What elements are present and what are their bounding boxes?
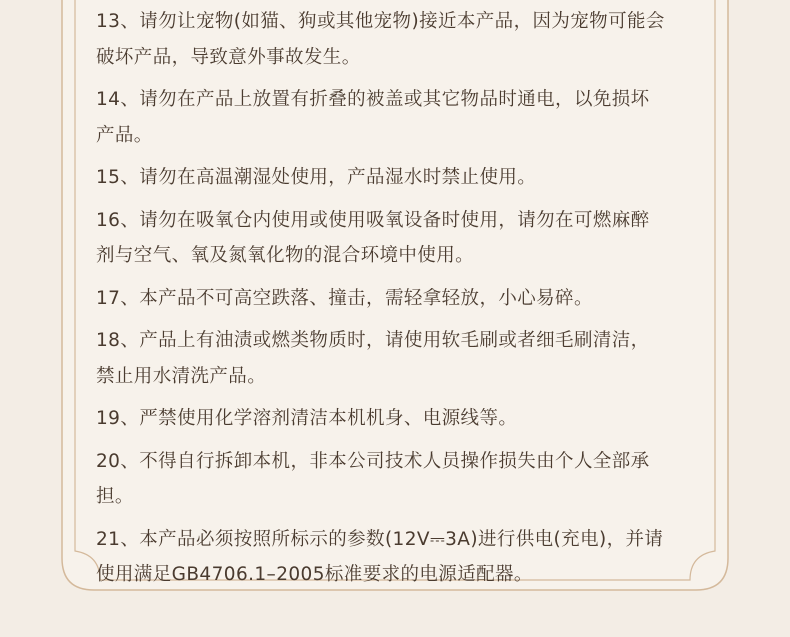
notice-line: 18、产品上有油渍或燃类物质时，请使用软毛刷或者细毛刷清洁， <box>96 330 650 351</box>
notice-line: 破坏产品，导致意外事故发生。 <box>96 46 361 68</box>
notice-line: 担。 <box>96 486 134 507</box>
notice-item-19 <box>96 401 716 437</box>
notice-line: 20、不得自行拆卸本机，非本公司技术人员操作损失由个人全部承 <box>96 450 650 472</box>
safety-notice-list <box>96 4 716 600</box>
notice-line: 16、请勿在吸氧仓内使用或使用吸氧设备时使用，请勿在可燃麻醉 <box>96 209 650 231</box>
notice-item-18 <box>96 323 716 394</box>
notice-line: 13、请勿让宠物(如猫、狗或其他宠物)接近本产品，因为宠物可能会 <box>96 11 665 32</box>
notice-item-15 <box>96 160 716 196</box>
notice-line: 剂与空气、氧及氮氧化物的混合环境中使用。 <box>96 245 475 266</box>
notice-line: 产品。 <box>96 124 153 146</box>
notice-item-21 <box>96 522 716 593</box>
notice-line: 19、严禁使用化学溶剂清洁本机机身、电源线等。 <box>96 408 518 429</box>
notice-line: 15、请勿在高温潮湿处使用，产品湿水时禁止使用。 <box>96 167 537 188</box>
notice-item-16 <box>96 203 716 274</box>
notice-item-13 <box>96 4 716 75</box>
notice-item-20 <box>96 444 716 515</box>
notice-item-14 <box>96 82 716 153</box>
notice-line: 21、本产品必须按照所标示的参数(12V⎓3A)进行供电(充电)，并请 <box>96 528 664 550</box>
notice-item-17 <box>96 281 716 317</box>
notice-line: 17、本产品不可高空跌落、撞击，需轻拿轻放，小心易碎。 <box>96 287 593 309</box>
notice-line: 禁止用水清洗产品。 <box>96 365 267 387</box>
notice-line: 使用满足GB4706.1–2005标准要求的电源适配器。 <box>96 564 533 585</box>
notice-line: 14、请勿在产品上放置有折叠的被盖或其它物品时通电，以免损坏 <box>96 89 650 110</box>
